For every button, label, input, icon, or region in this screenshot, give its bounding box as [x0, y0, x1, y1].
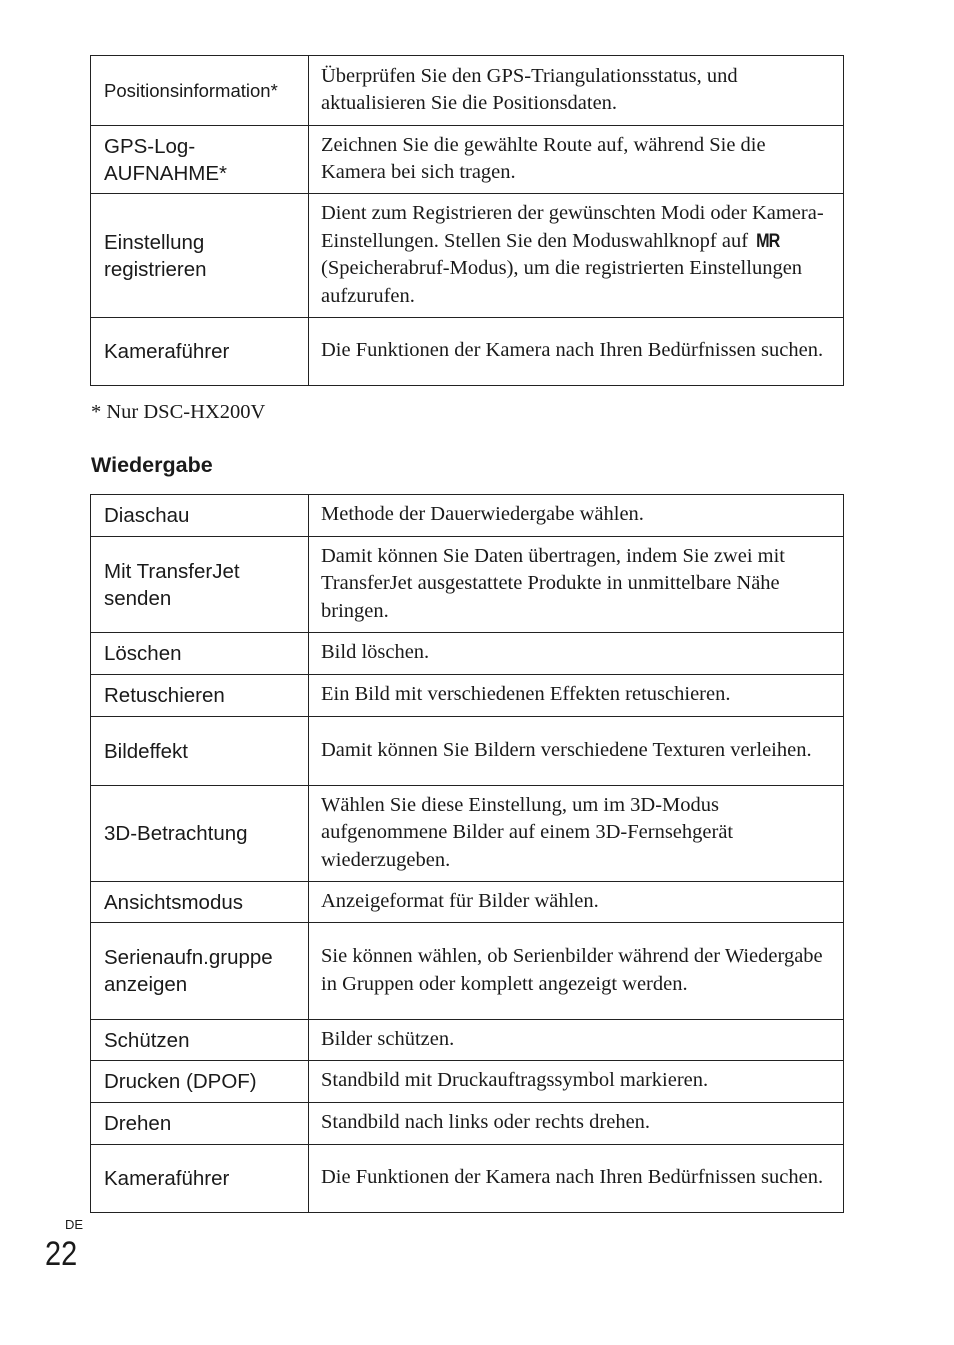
footnote: * Nur DSC-HX200V	[91, 401, 266, 423]
description-cell: Standbild mit Druckauftragssymbol markieren.	[309, 1061, 844, 1103]
table-row	[91, 1103, 844, 1145]
description-cell: Standbild nach links oder rechts drehen.	[309, 1103, 844, 1145]
table-row	[91, 675, 844, 717]
table-row	[91, 1020, 844, 1061]
term-cell: Diaschau	[91, 495, 309, 537]
table-row	[91, 318, 844, 386]
term-cell: Positionsinformation*	[91, 56, 309, 126]
term-cell: Drehen	[91, 1103, 309, 1145]
term-line: Serienaufn.gruppe	[104, 946, 273, 969]
term-line: senden	[104, 586, 172, 610]
page-number: 22	[45, 1235, 78, 1273]
description-cell: Bild löschen.	[309, 633, 844, 675]
description-cell: Bilder schützen.	[309, 1020, 844, 1061]
table-row	[91, 633, 844, 675]
description-text: Dient zum Registrieren der gewünschten Modi oder Kamera-Einstellungen. Stellen Sie den Moduswahlknopf auf	[321, 202, 824, 252]
term-cell: Drucken (DPOF)	[91, 1061, 309, 1103]
term-cell	[91, 537, 309, 633]
table-row	[91, 717, 844, 786]
term-line: GPS-Log-	[104, 134, 196, 158]
table-row	[91, 1145, 844, 1213]
description-text: (Speicherabruf-Modus), um die registrierten Einstellungen aufzurufen.	[321, 257, 803, 307]
term-cell	[91, 126, 309, 194]
table-row	[91, 882, 844, 923]
term-cell: Kameraführer	[91, 318, 309, 386]
section-heading: Wiedergabe	[91, 453, 213, 477]
language-code: DE	[65, 1217, 84, 1232]
term-cell: Schützen	[91, 1020, 309, 1061]
table-row	[91, 537, 844, 633]
table-row	[91, 1061, 844, 1103]
description-cell: Zeichnen Sie die gewählte Route auf, während Sie die Kamera bei sich tragen.	[309, 126, 844, 194]
description-cell: Wählen Sie diese Einstellung, um im 3D-Modus aufgenommene Bilder auf einem 3D-Fernsehgerät wiederzugeben.	[309, 786, 844, 882]
term-cell	[91, 194, 309, 318]
table-row	[91, 194, 844, 318]
description-cell	[309, 194, 844, 318]
term-cell: 3D-Betrachtung	[91, 786, 309, 882]
table-row	[91, 56, 844, 126]
term-cell	[91, 923, 309, 1020]
description-cell: Sie können wählen, ob Serienbilder während der Wiedergabe in Gruppen oder komplett angezeigt werden.	[309, 923, 844, 1020]
description-cell: Methode der Dauerwiedergabe wählen.	[309, 495, 844, 537]
description-cell: Die Funktionen der Kamera nach Ihren Bedürfnissen suchen.	[309, 318, 844, 386]
term-line: registrieren	[104, 257, 207, 281]
description-cell: Anzeigeformat für Bilder wählen.	[309, 882, 844, 923]
term-line: AUFNAHME*	[104, 161, 228, 185]
term-cell: Kameraführer	[91, 1145, 309, 1213]
playback-table	[90, 494, 844, 1213]
term-line: Einstellung	[104, 230, 205, 254]
table-row	[91, 495, 844, 537]
table-row	[91, 126, 844, 194]
table-row	[91, 786, 844, 882]
term-cell: Bildeffekt	[91, 717, 309, 786]
description-cell: Die Funktionen der Kamera nach Ihren Bedürfnissen suchen.	[309, 1145, 844, 1213]
description-cell: Damit können Sie Daten übertragen, indem Sie zwei mit TransferJet ausgestattete Produkte in unmittelbare Nähe bringen.	[309, 537, 844, 633]
table-row	[91, 923, 844, 1020]
settings-table	[90, 55, 844, 386]
term-cell: Retuschieren	[91, 675, 309, 717]
term-cell: Löschen	[91, 633, 309, 675]
term-line: anzeigen	[104, 973, 188, 996]
term-cell: Ansichtsmodus	[91, 882, 309, 923]
description-cell: Ein Bild mit verschiedenen Effekten retuschieren.	[309, 675, 844, 717]
description-cell: Überprüfen Sie den GPS-Triangulationsstatus, und aktualisieren Sie die Positionsdaten.	[309, 56, 844, 126]
term-line: Mit TransferJet	[104, 559, 240, 583]
description-cell: Damit können Sie Bildern verschiedene Texturen verleihen.	[309, 717, 844, 786]
memory-recall-mode-icon: MR	[756, 230, 780, 252]
